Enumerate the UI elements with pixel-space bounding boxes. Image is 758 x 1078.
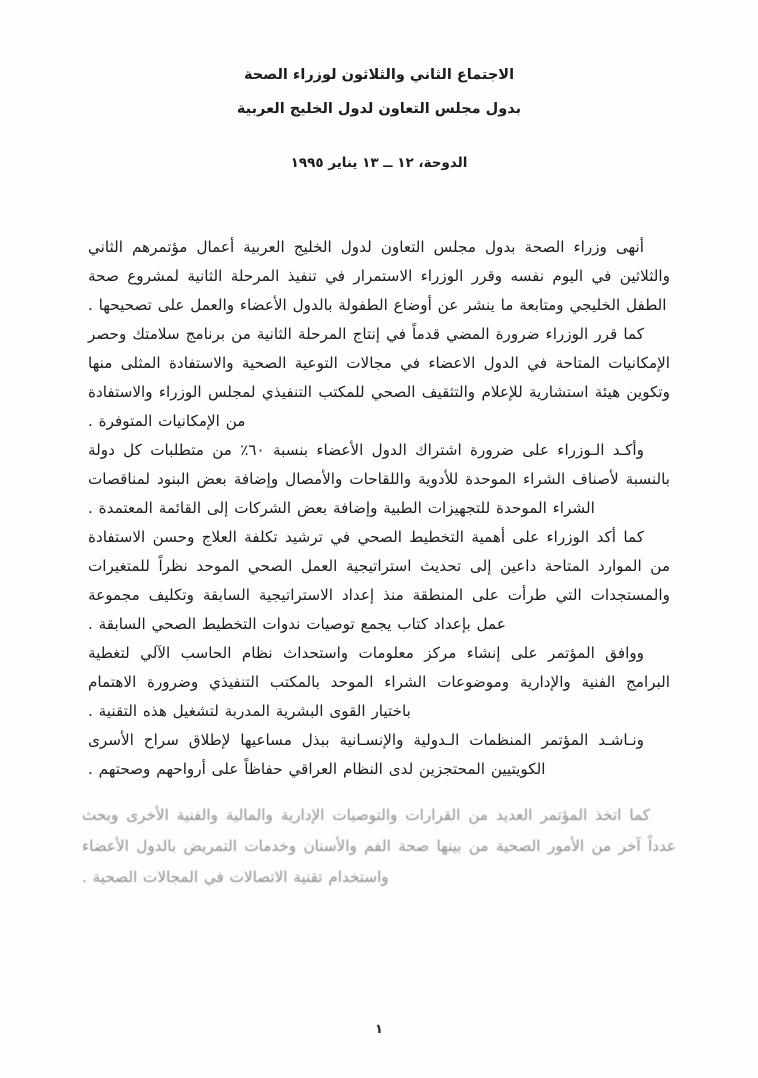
body-paragraph-4: كما أكد الوزراء على أهمية التخطيط الصحي في ترشيد تكلفة العلاج وحسن الاستفادة من الموارد المتاحة داعين إلى تحديث استراتيجية العمل الصحي الموحد نظراً للمتغيرات والمستجدات التي طرأت على المنطقة منذ إعداد الاستراتيجية السابقة وتكليف مجموعة عمل بإعداد كتاب يجمع توصيات ندوات التخطيط الصحي السابقة . — [88, 528, 670, 633]
faded-paragraph: كما اتخذ المؤتمر العديد من القرارات والتوصيات الإدارية والمالية والفنية الأخرى وبحث عدداً آخر من الأمور الصحية من بينها صحة الفم والأسنان وخدمات التمريض بالدول الأعضاء واستخدام تقنية الاتصالات في المجالات الصحية . — [82, 806, 676, 886]
doc-title-line2: بدول مجلس التعاون لدول الخليج العربية — [236, 101, 522, 117]
body-paragraph-2: كما قرر الوزراء ضرورة المضي قدماً في إنتاج المرحلة الثانية من برنامج سلامتك وحصر الإمكانيات المتاحة في الدول الاعضاء في مجالات التوعية الصحية والاستفادة المثلى منها وتكوين هيئة استشارية للإعلام والتثقيف الصحي للمكتب التنفيذي لمجلس الوزراء والاستفادة من الإمكانيات المتوفرة . — [88, 325, 670, 430]
page-number: ١ — [375, 1022, 383, 1037]
body-paragraph-3: وأكـد الـوزراء على ضرورة اشتراك الدول الأعضاء بنسبة ٦٠٪ من متطلبات كل دولة بالنسبة لأصناف الشراء الموحدة للأدوية واللقاحات والأمصال وإضافة بعض البنود لمناقصات الشراء الموحدة للتجهيزات الطبية وإضافة بعض الشركات إلى القائمة المعتمدة . — [88, 441, 670, 517]
body-paragraph-5: ووافق المؤتمر على إنشاء مركز معلومات واستحداث نظام الحاسب الآلي لتغطية البرامج الفنية والإدارية وموضوعات الشراء الموحد بالمكتب التنفيذي وضرورة الاهتمام باختيار القوى البشرية المدربة لتشغيل هذه التقنية . — [88, 644, 670, 720]
doc-date-line: الدوحة، ١٢ ــ ١٣ يناير ١٩٩٥ — [290, 155, 468, 171]
body-paragraph-6: ونـاشـد المؤتمر المنظمات الـدولية والإنسـانية ببذل مساعيها لإطلاق سراح الأسرى الكويتيين المحتجزين لدى النظام العراقي حفاظاً على أرواحهم وصحتهم . — [88, 731, 644, 778]
document-footer — [0, 1018, 758, 1037]
body-paragraph-1: أنهى وزراء الصحة بدول مجلس التعاون لدول الخليج العربية أعمال مؤتمرهم الثاني والثلاثين في اليوم نفسه وقرر الوزراء الاستمرار في تنفيذ المرحلة الثانية لمشروع صحة الطفل الخليجي ومتابعة ما ينشر عن أوضاع الطفولة بالدول الأعضاء والعمل على تصحيحها . — [88, 238, 670, 314]
document-body — [88, 233, 670, 784]
doc-title-line1: الاجتماع الثاني والثلاثون لوزراء الصحة — [243, 67, 515, 83]
document-header — [0, 58, 758, 174]
